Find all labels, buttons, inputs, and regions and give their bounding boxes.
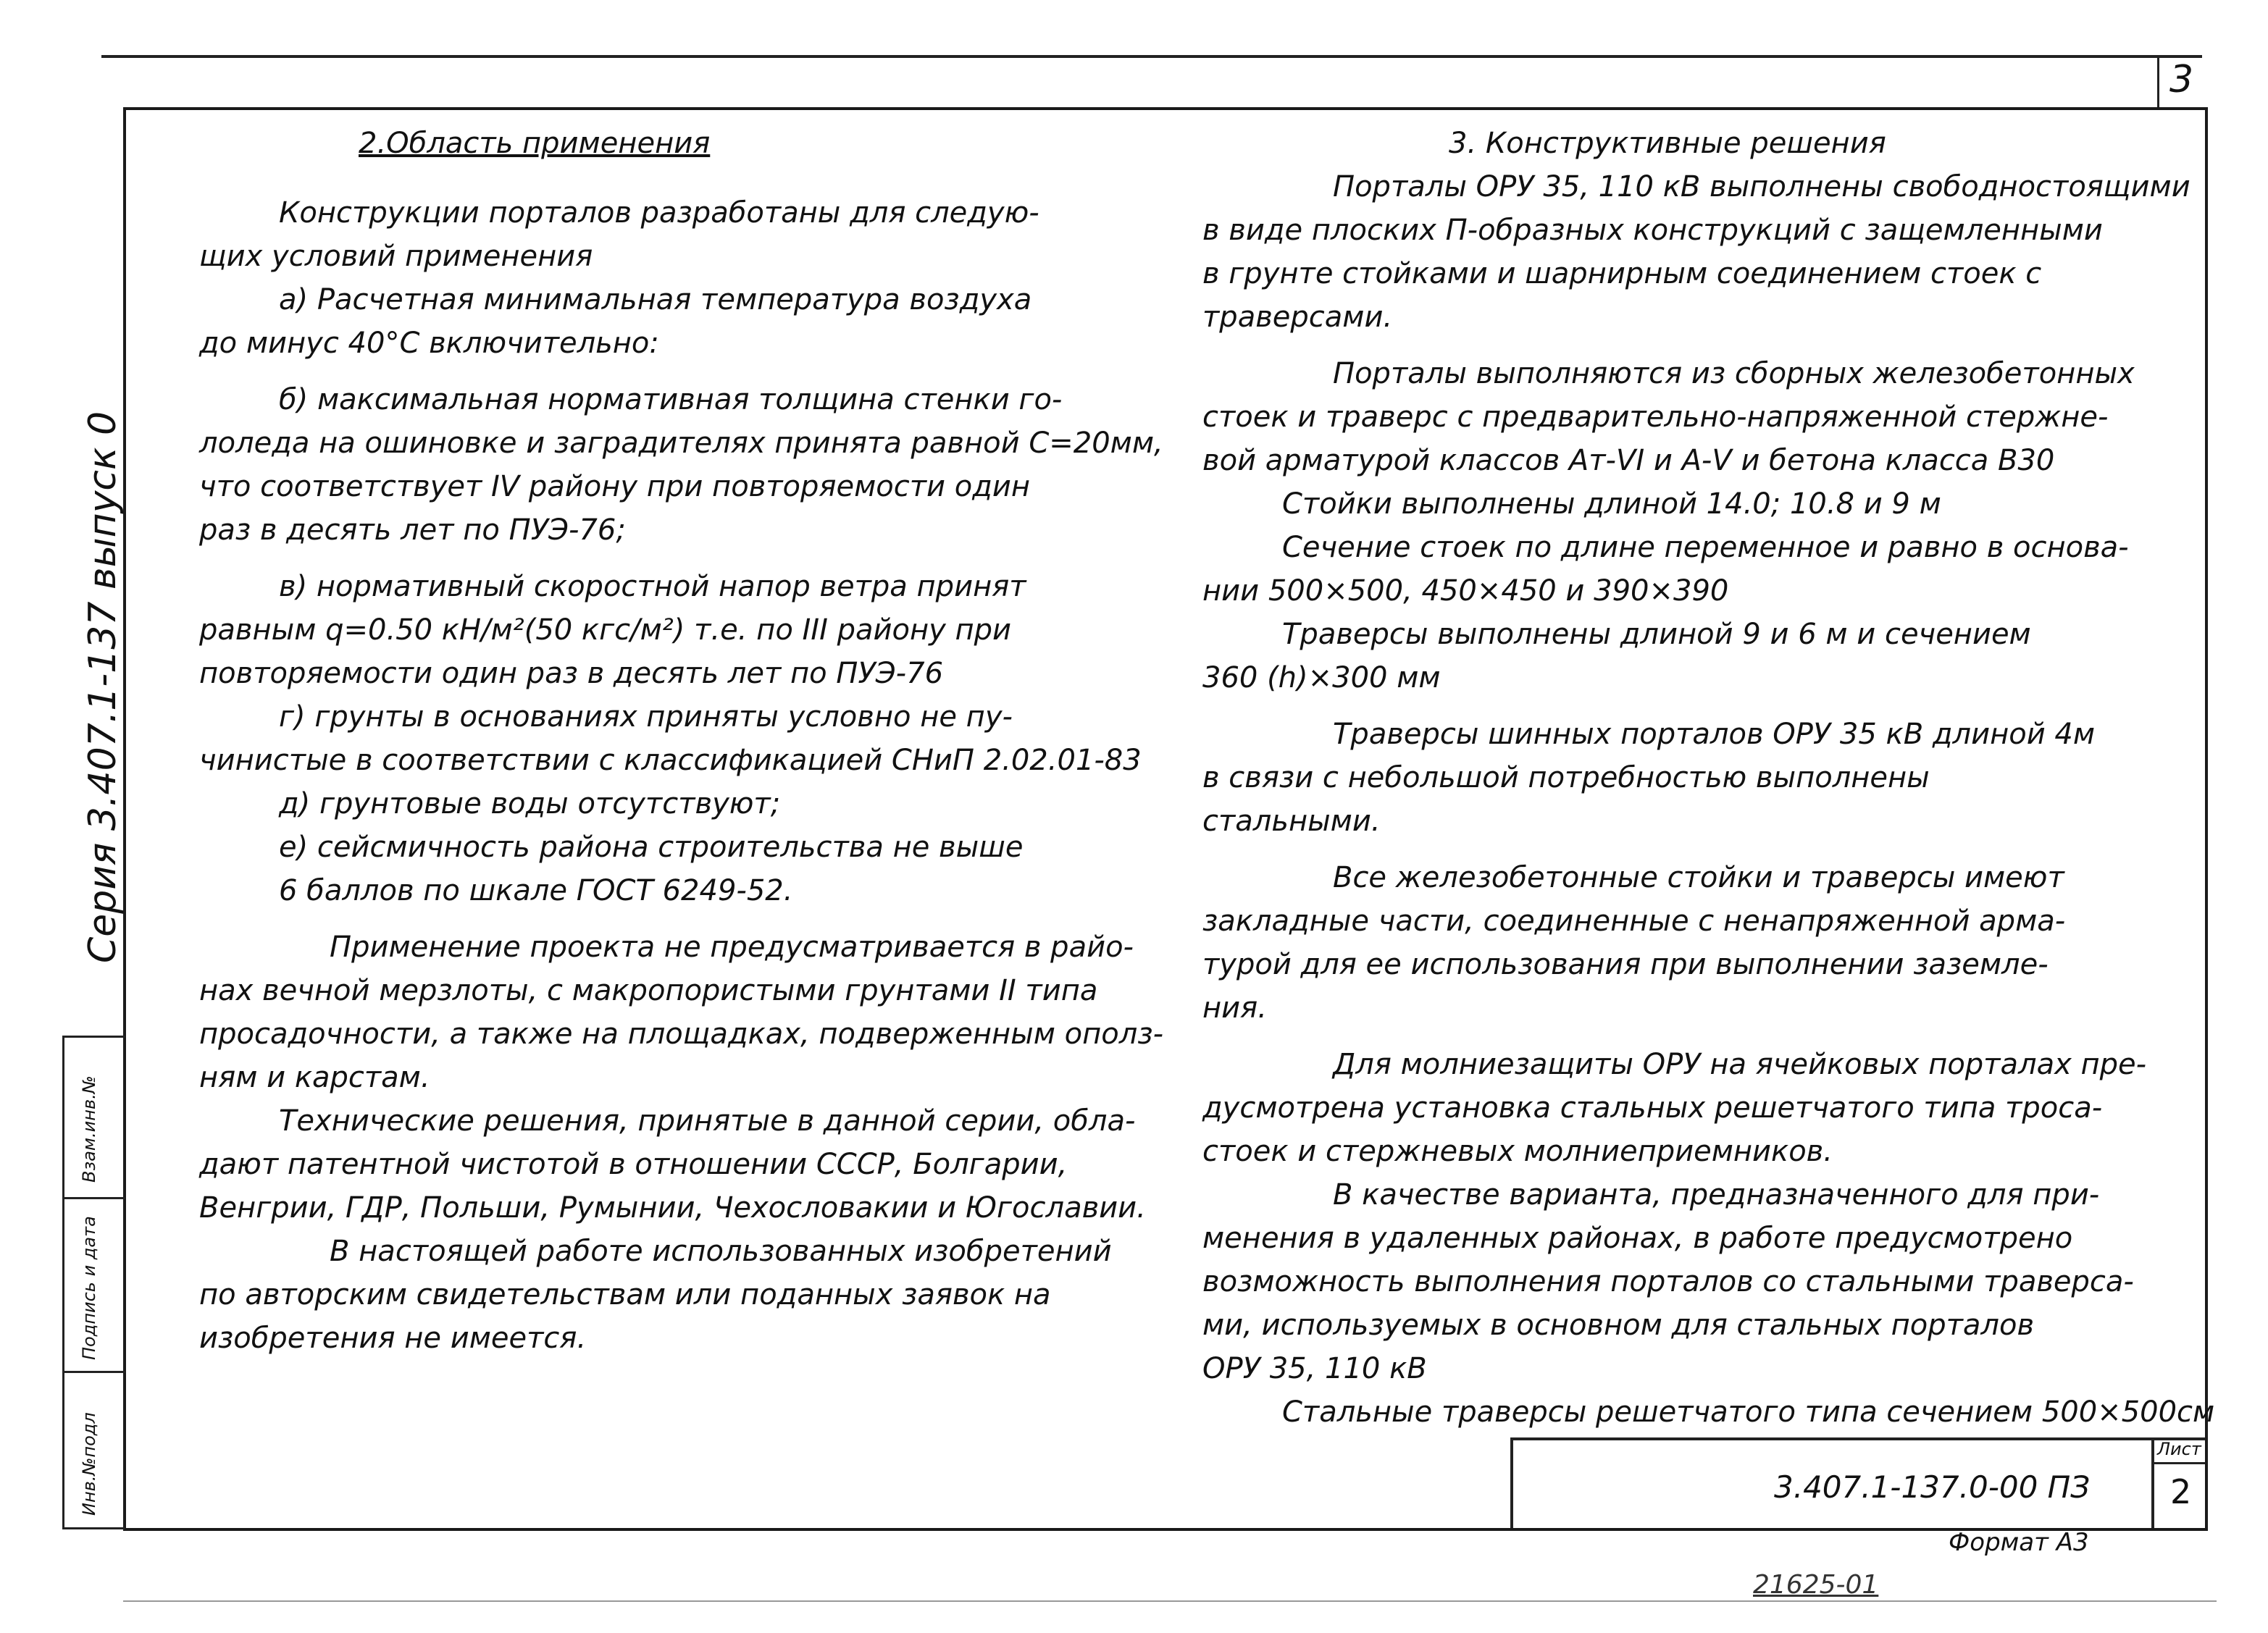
side-stamp-signature-label: Подпись и дата [79, 1216, 99, 1360]
right-line: Траверсы шинных порталов ОРУ 35 кВ длиной 4м [1333, 718, 2096, 751]
right-line: стальными. [1202, 805, 1381, 838]
left-line: по авторским свидетельствам или поданных заявок на [199, 1278, 1051, 1311]
right-line: Порталы ОРУ 35, 110 кВ выполнены свободностоящими [1333, 170, 2190, 203]
right-line: турой для ее использования при выполнении заземле- [1202, 948, 2049, 981]
right-line: менения в удаленных районах, в работе предусмотрено [1202, 1222, 2073, 1255]
title-block [1510, 1437, 2205, 1528]
right-line: Сечение стоек по длине переменное и равно в основа- [1282, 531, 2129, 564]
left-line: нах вечной мерзлоты, с макропористыми грунтами II типа [199, 974, 1098, 1007]
section-2-heading: 2.Область применения [359, 127, 711, 160]
right-line: Стойки выполнены длиной 14.0; 10.8 и 9 м [1282, 487, 1941, 521]
right-line: стоек и стержневых молниеприемников. [1202, 1135, 1833, 1168]
left-line: а) Расчетная минимальная температура воздуха [279, 283, 1032, 316]
side-cell-inventory [64, 1371, 125, 1525]
left-line: изобретения не имеется. [199, 1322, 587, 1355]
left-line: ням и карстам. [199, 1061, 430, 1094]
right-line: ния. [1202, 991, 1267, 1025]
left-line: б) максимальная нормативная толщина стенки го- [279, 383, 1063, 416]
section-3-heading: 3. Конструктивные решения [1449, 127, 1886, 160]
left-line: до минус 40°С включительно: [199, 327, 659, 360]
left-line: Технические решения, принятые в данной серии, обла- [279, 1104, 1136, 1138]
sheet-label: Лист [2157, 1439, 2201, 1459]
left-line: 6 баллов по шкале ГОСТ 6249-52. [279, 874, 793, 907]
top-rule [101, 55, 2202, 58]
right-line: в виде плоских П-образных конструкций с защемленными [1202, 214, 2103, 247]
left-line: повторяемости один раз в десять лет по ПУЭ-76 [199, 657, 944, 690]
left-line: в) нормативный скоростной напор ветра принят [279, 570, 1026, 603]
sheet-divider [2154, 1462, 2205, 1464]
side-cell-signature [64, 1197, 125, 1373]
right-line: 360 (h)×300 мм [1202, 661, 1441, 694]
right-line: в связи с небольшой потребностью выполнены [1202, 761, 1930, 794]
side-stamp [62, 1036, 125, 1529]
right-line: Все железобетонные стойки и траверсы имеют [1333, 861, 2064, 894]
right-line: Порталы выполняются из сборных железобетонных [1333, 357, 2135, 390]
left-line: раз в десять лет по ПУЭ-76; [199, 513, 626, 547]
left-column [199, 122, 1199, 1360]
right-column [1202, 122, 2215, 1434]
right-line: закладные части, соединенные с ненапряженной арма- [1202, 904, 2066, 938]
left-line: Конструкции порталов разработаны для следую- [279, 196, 1039, 230]
left-line: просадочности, а также на площадках, подверженным ополз- [199, 1017, 1164, 1051]
right-line: дусмотрена установка стальных решетчатого типа троса- [1202, 1091, 2103, 1125]
right-line: В качестве варианта, предназначенного для при- [1333, 1178, 2100, 1212]
left-line: что соответствует IV району при повторяемости один [199, 470, 1031, 503]
series-vertical-label: Серия 3.407.1-137 выпуск 0 [81, 411, 125, 963]
side-cell-replace [64, 1038, 125, 1199]
right-line: траверсами. [1202, 301, 1393, 334]
left-line: Венгрии, ГДР, Польши, Румынии, Чехословакии и Югославии. [199, 1191, 1146, 1225]
left-line: равным q=0.50 кН/м²(50 кгс/м²) т.е. по III району при [199, 613, 1012, 647]
sheet-number: 2 [2170, 1472, 2192, 1511]
page-number: 3 [2169, 58, 2194, 101]
bottom-rule [123, 1600, 2217, 1602]
left-line: дают патентной чистотой в отношении СССР, Болгарии, [199, 1148, 1068, 1181]
right-line: вой арматурой классов Ат-VI и А-V и бетона класса В30 [1202, 444, 2055, 477]
side-stamp-replace-label: Взам.инв.№ [79, 1075, 99, 1183]
left-line: В настоящей работе использованных изобретений [330, 1235, 1112, 1268]
left-line: д) грунтовые воды отсутствуют; [279, 787, 781, 820]
format-label: Формат А3 [1949, 1528, 2089, 1557]
left-line: г) грунты в основаниях приняты условно не пу- [279, 700, 1013, 734]
left-line: чинистые в соответствии с классификацией СНиП 2.02.01-83 [199, 744, 1142, 777]
document-code: 3.407.1-137.0-00 ПЗ [1774, 1469, 2091, 1505]
right-line: в грунте стойками и шарнирным соединением стоек с [1202, 257, 2042, 290]
right-line: нии 500×500, 450×450 и 390×390 [1202, 574, 1729, 608]
right-line: Траверсы выполнены длиной 9 и 6 м и сечением [1282, 618, 2031, 651]
right-line: ми, используемых в основном для стальных порталов [1202, 1309, 2035, 1342]
right-line: Стальные траверсы решетчатого типа сечением 500×500см [1282, 1395, 2215, 1429]
left-line: е) сейсмичность района строительства не выше [279, 831, 1024, 864]
side-stamp-inventory-label: Инв.№подл [79, 1412, 99, 1516]
left-line: щих условий применения [199, 240, 593, 273]
inventory-number: 21625-01 [1753, 1570, 1879, 1600]
left-line: Применение проекта не предусматривается в райо- [330, 931, 1134, 964]
right-line: Для молниезащиты ОРУ на ячейковых порталах пре- [1333, 1048, 2147, 1081]
right-line: возможность выполнения порталов со стальными траверса- [1202, 1265, 2134, 1298]
right-line: ОРУ 35, 110 кВ [1202, 1352, 1427, 1385]
right-line: стоек и траверс с предварительно-напряженной стержне- [1202, 400, 2109, 434]
left-line: лоледа на ошиновке и заградителях принята равной С=20мм, [199, 427, 1163, 460]
sheet-cell [2151, 1440, 2205, 1528]
